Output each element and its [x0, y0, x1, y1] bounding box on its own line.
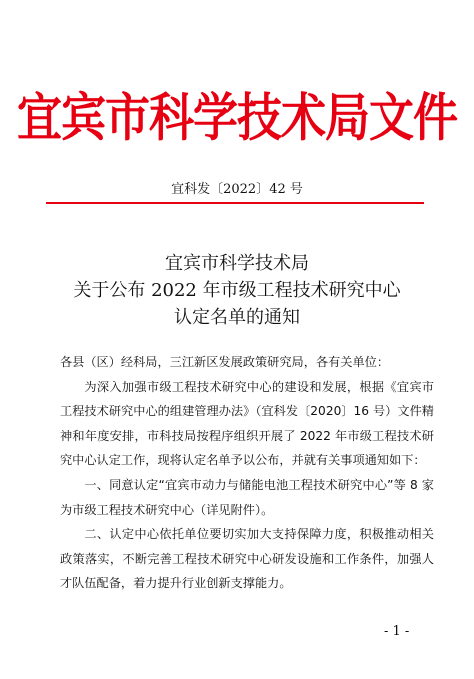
document-subject — [0, 250, 474, 331]
red-divider-line — [46, 202, 424, 204]
subject-line-tail: 认定名单的通知 — [174, 307, 300, 328]
body-paragraph: 为深入加强市级工程技术研究中心的建设和发展，根据《宜宾市工程技术研究中心的组建管理办法》（宜科发〔2020〕16 号）文件精神和年度安排，市科技局按程序组织开展了 2022 年市级工程技术研究中心认定工作，现将认定名单予以公布，并就有关事项通知如下： — [60, 379, 434, 468]
body-paragraph: 二、认定中心依托单位要切实加大支持保障力度，积极推动相关政策落实，不断完善工程技术研究中心研发设施和工作条件，加强人才队伍配备，着力提升行业创新支撑能力。 — [60, 527, 434, 591]
page-number: - 1 - — [384, 624, 410, 639]
body-paragraph: 一、同意认定“宜宾市动力与储能电池工程技术研究中心”等 8 家为市级工程技术研究中心（详见附件）。 — [60, 477, 434, 517]
document-number: 宜科发〔2022〕42 号 — [171, 182, 303, 197]
salutation: 各县（区）经科局，三江新区发展政策研究局，各有关单位： — [60, 355, 390, 369]
document-header-title: 宜宾市科学技术局文件 — [16, 87, 457, 149]
subject-line-main: 关于公布 2022 年市级工程技术研究中心 — [73, 280, 401, 301]
document-body — [60, 350, 434, 596]
subject-line-issuer: 宜宾市科学技术局 — [165, 253, 309, 274]
